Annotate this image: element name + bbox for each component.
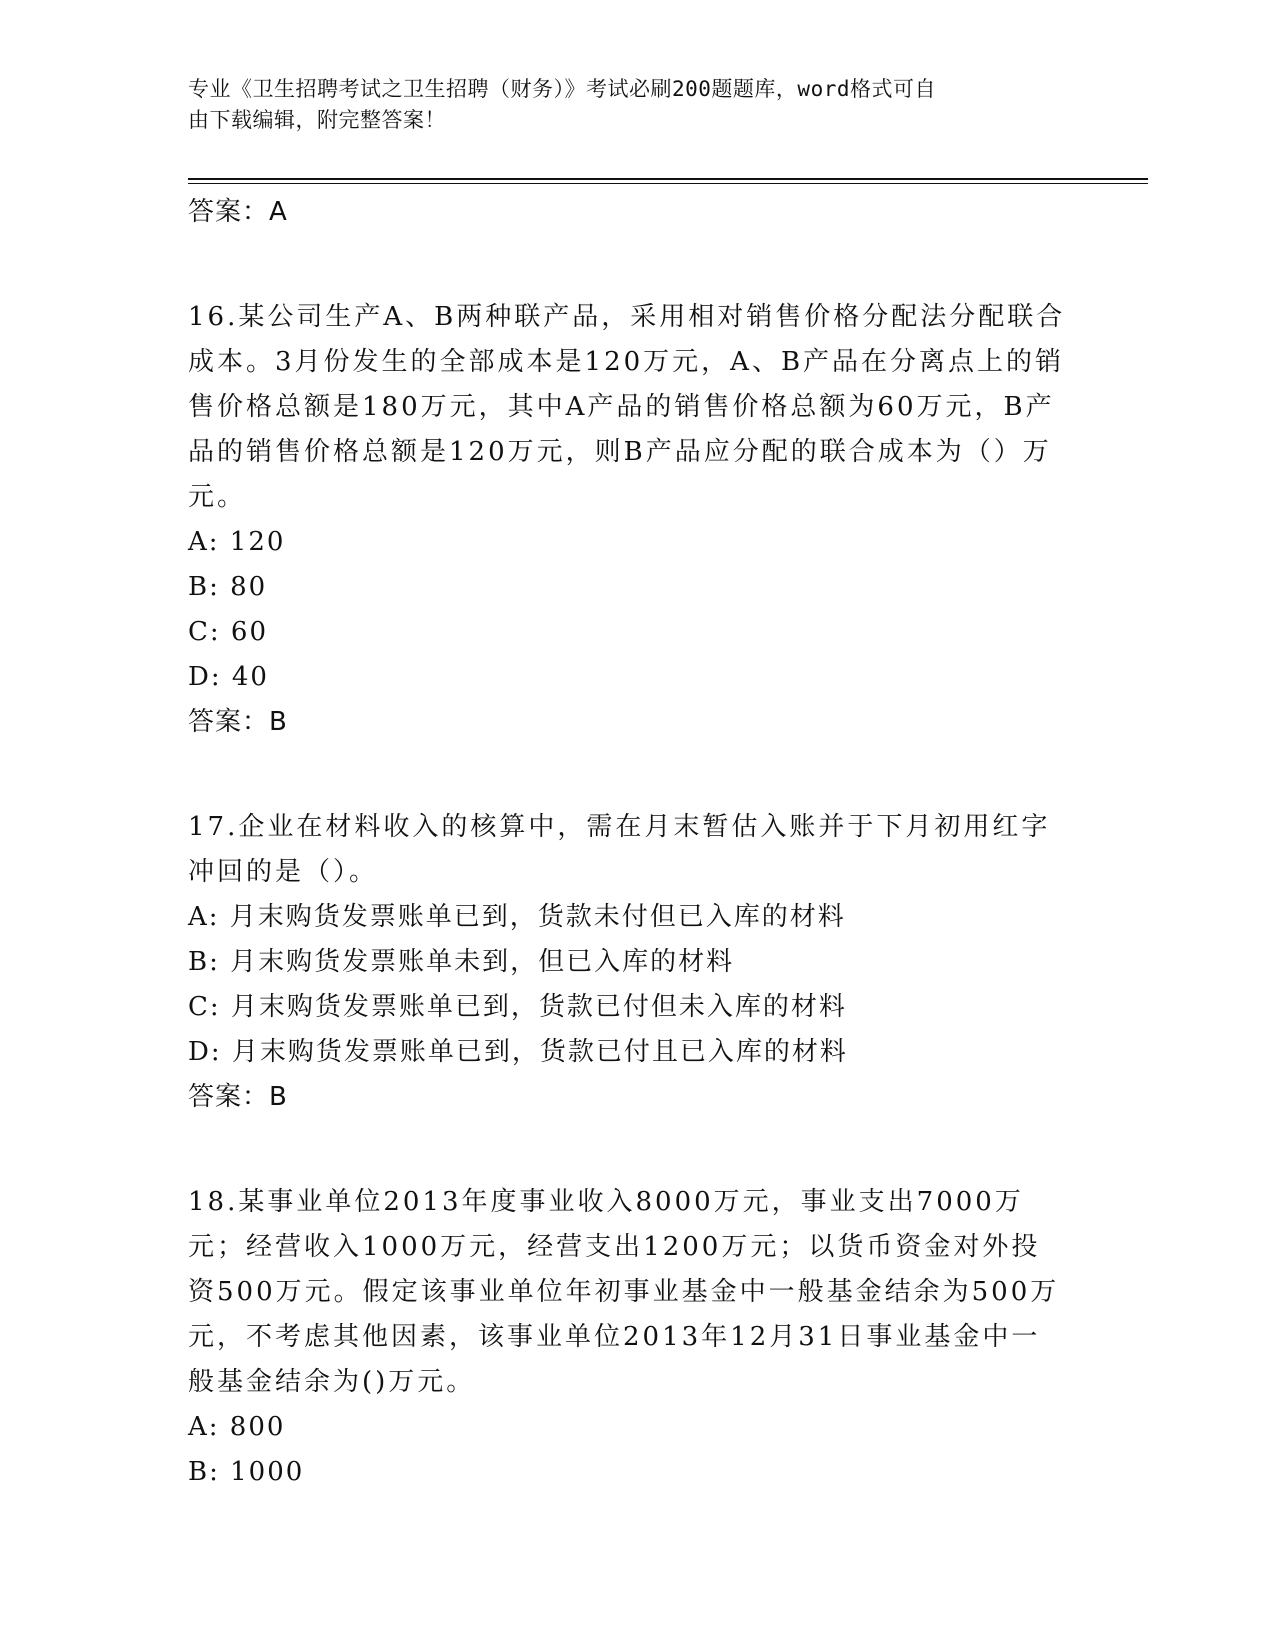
spacer bbox=[188, 745, 1068, 805]
option-b: B: 80 bbox=[188, 572, 268, 602]
option-a: A: 月末购货发票账单已到，货款未付但已入库的材料 bbox=[188, 902, 846, 932]
previous-answer: 答案：A bbox=[188, 197, 288, 227]
header-line-1: 专业《卫生招聘考试之卫生招聘（财务）》考试必刷200题题库，word格式可自 bbox=[188, 77, 936, 101]
spacer bbox=[188, 1120, 1068, 1180]
question-block-17 bbox=[188, 805, 1068, 1120]
document-header bbox=[188, 74, 1068, 136]
question-text: 16.某公司生产A、B两种联产品，采用相对销售价格分配法分配联合成本。3月份发生的全部成本是120万元，A、B产品在分离点上的销售价格总额是180万元，其中A产品的销售价格总额为60万元，B产品的销售价格总额是120万元，则B产品应分配的联合成本为（）万元。 bbox=[188, 302, 1066, 512]
question-text: 18.某事业单位2013年度事业收入8000万元，事业支出7000万元；经营收入1000万元，经营支出1200万元；以货币资金对外投资500万元。假定该事业单位年初事业基金中一般基金结余为500万元，不考虑其他因素，该事业单位2013年12月31日事业基金中一般基金结余为()万元。 bbox=[188, 1187, 1060, 1397]
answer-line: 答案：B bbox=[188, 1082, 288, 1112]
question-block-18 bbox=[188, 1180, 1068, 1495]
option-d: D: 月末购货发票账单已到，货款已付且已入库的材料 bbox=[188, 1037, 848, 1067]
answer-line: 答案：B bbox=[188, 707, 288, 737]
header-line-2: 由下载编辑，附完整答案！ bbox=[188, 108, 446, 132]
spacer bbox=[188, 235, 1068, 295]
option-b: B: 1000 bbox=[188, 1457, 305, 1487]
option-d: D: 40 bbox=[188, 662, 269, 692]
option-c: C: 60 bbox=[188, 617, 269, 647]
option-b: B: 月末购货发票账单未到，但已入库的材料 bbox=[188, 947, 735, 977]
header-rule-thin bbox=[188, 183, 1148, 184]
option-a: A: 800 bbox=[188, 1412, 286, 1442]
question-text: 17.企业在材料收入的核算中，需在月末暂估入账并于下月初用红字冲回的是（）。 bbox=[188, 812, 1051, 887]
question-block-16 bbox=[188, 295, 1068, 745]
option-a: A: 120 bbox=[188, 527, 286, 557]
option-c: C: 月末购货发票账单已到，货款已付但未入库的材料 bbox=[188, 992, 847, 1022]
header-rule-thick bbox=[188, 178, 1148, 180]
document-body bbox=[188, 190, 1068, 1495]
